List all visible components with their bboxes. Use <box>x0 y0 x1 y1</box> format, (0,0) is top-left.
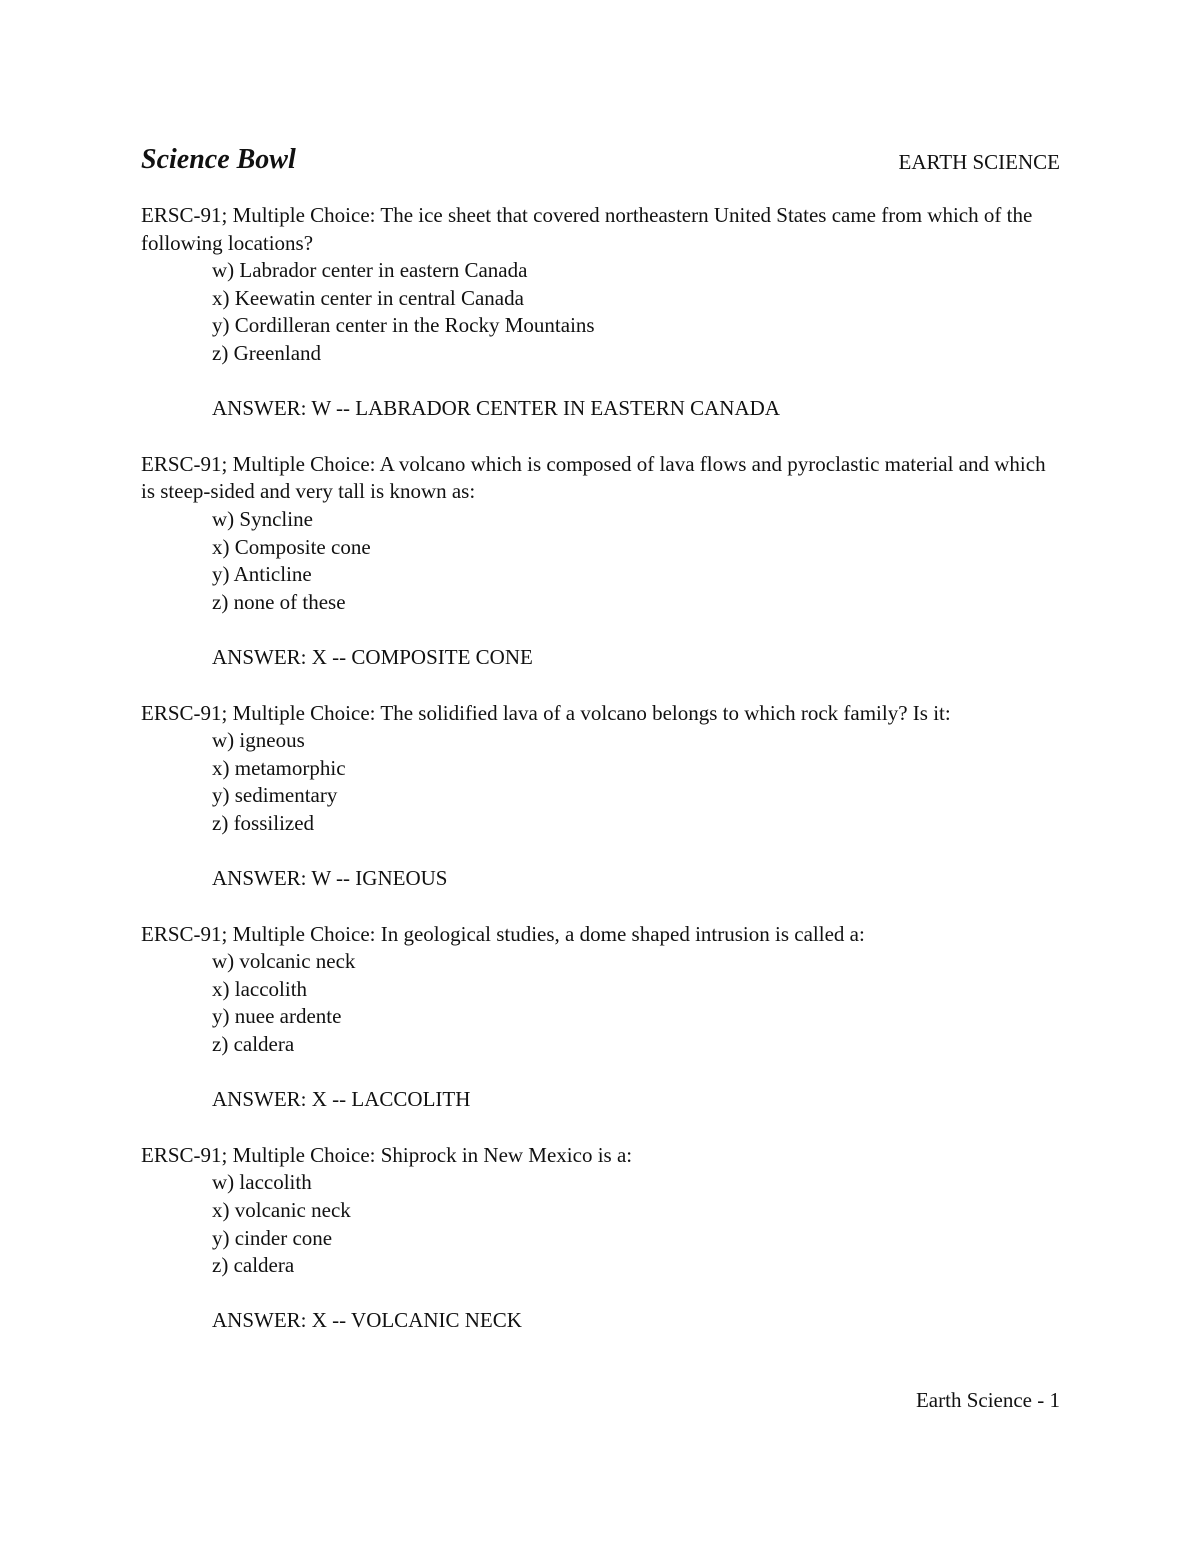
answer-option-x: x) metamorphic <box>212 755 346 780</box>
question-text: ERSC-91; Multiple Choice: In geological studies, a dome shaped intrusion is called a: <box>141 921 865 946</box>
question-text: ERSC-91; Multiple Choice: The solidified lava of a volcano belongs to which rock family? Is it: <box>141 700 951 725</box>
answer-key: ANSWER: W -- LABRADOR CENTER IN EASTERN CANADA <box>212 396 780 421</box>
question-list <box>141 202 1060 1335</box>
answer-option-w: w) Syncline <box>212 506 313 531</box>
question-item <box>141 202 1060 423</box>
question-text: ERSC-91; Multiple Choice: The ice sheet that covered northeastern United States came from which of the following locations? <box>141 203 1033 255</box>
answer-option-z: z) caldera <box>212 1032 295 1057</box>
answer-key: ANSWER: W -- IGNEOUS <box>212 866 448 891</box>
answer-key: ANSWER: X -- VOLCANIC NECK <box>212 1308 522 1333</box>
answer-option-w: w) volcanic neck <box>212 949 356 974</box>
answer-option-w: w) igneous <box>212 728 305 753</box>
question-text: ERSC-91; Multiple Choice: Shiprock in New Mexico is a: <box>141 1142 633 1167</box>
answer-option-z: z) fossilized <box>212 810 315 835</box>
page-header <box>141 140 1060 180</box>
question-item <box>141 1142 1060 1335</box>
answer-option-y: y) nuee ardente <box>212 1004 342 1029</box>
answer-option-x: x) Composite cone <box>212 534 371 559</box>
question-text: ERSC-91; Multiple Choice: A volcano which is composed of lava flows and pyroclastic material and which is steep-sided and very tall is known as: <box>141 451 1046 504</box>
answer-option-z: z) caldera <box>212 1253 295 1278</box>
answer-option-y: y) sedimentary <box>212 783 338 808</box>
answer-option-z: z) Greenland <box>212 340 322 365</box>
answer-option-x: x) volcanic neck <box>212 1198 351 1222</box>
answer-option-w: w) laccolith <box>212 1170 312 1195</box>
answer-option-y: y) Anticline <box>212 562 312 587</box>
document-title: Science Bowl <box>141 144 296 175</box>
answer-option-z: z) none of these <box>212 589 346 614</box>
page-footer-label: Earth Science - 1 <box>915 1388 1060 1412</box>
answer-key: ANSWER: X -- COMPOSITE CONE <box>212 644 533 669</box>
question-item <box>141 700 1060 893</box>
answer-option-w: w) Labrador center in eastern Canada <box>212 258 528 283</box>
question-item <box>141 451 1060 672</box>
subject-category: EARTH SCIENCE <box>898 150 1060 174</box>
answer-option-y: y) Cordilleran center in the Rocky Mountains <box>212 313 595 338</box>
answer-option-x: x) laccolith <box>212 976 308 1001</box>
question-item <box>141 921 1060 1114</box>
answer-option-y: y) cinder cone <box>212 1225 333 1250</box>
answer-option-x: x) Keewatin center in central Canada <box>212 285 524 310</box>
answer-key: ANSWER: X -- LACCOLITH <box>212 1087 471 1112</box>
